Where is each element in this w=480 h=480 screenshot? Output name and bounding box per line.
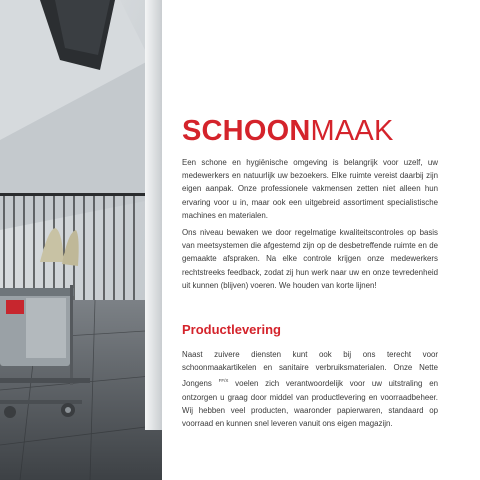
page-title-bold: SCHOON <box>182 115 311 147</box>
product-paragraph <box>182 348 438 430</box>
brand-mark: FF/X <box>218 378 229 384</box>
page-title <box>182 114 394 148</box>
quality-paragraph: Ons niveau bewaken we door regelmatige kwaliteitscontroles op basis van meetsystemen die afgestemd zijn op de desbetreffende ruimte en de gemaakte afspraken. Na elke controle krijgen onze medewerkers rechtstreeks feedback, zodat zij hun werk naar uw en onze tevredenheid uit kunnen (blijven) voeren. We houden van korte lijnen! <box>182 228 438 290</box>
section-title-productlevering: Productlevering <box>182 322 281 337</box>
cleaning-trolley-photo <box>0 0 162 480</box>
page-title-light: MAAK <box>310 115 394 147</box>
intro-paragraph: Een schone en hygiënische omgeving is belangrijk voor uzelf, uw medewerkers en natuurlijk uw bezoekers. Elke ruimte vereist daarbij zijn eigen aanpak. Onze professionele vakmensen zetten niet alleen hun ervaring voor u in, maar ook een uitgebreid assortiment specialistische machines en materialen. <box>182 158 438 220</box>
content-column <box>182 0 438 480</box>
product-paragraph-end: voelen zich verantwoordelijk voor uw uitstraling en ontzorgen u graag door middel van productlevering en voorraadbeheer. Wij hebben veel producten, waaronder papierwaren, standaard op voorraad en kunnen snel leveren vanuit ons eigen magazijn. <box>182 379 438 429</box>
product-paragraph-start: Naast zuivere diensten kunt ook bij ons terecht voor schoonmaakartikelen en sanitaire verbruiksmaterialen. Onze Nette Jongens <box>182 350 438 389</box>
